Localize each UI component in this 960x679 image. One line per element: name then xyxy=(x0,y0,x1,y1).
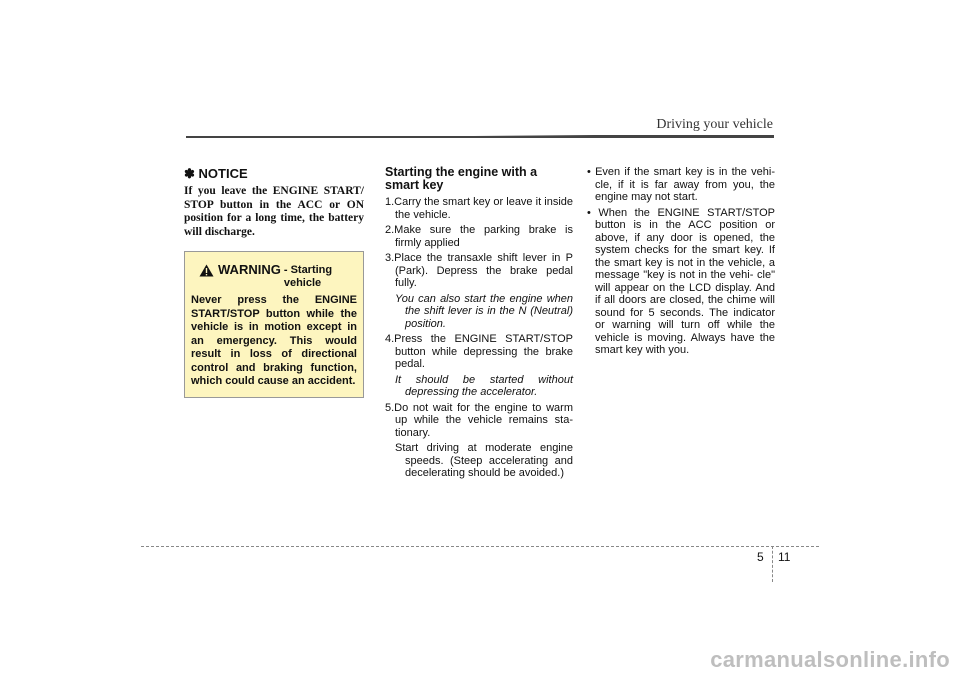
bullet-item xyxy=(585,207,775,357)
step-text: 5.Do not wait for the engine to warm up while the vehicle remains sta- tionary. xyxy=(385,401,573,439)
bullet-dot-icon: • xyxy=(587,166,596,178)
section-title: Starting the engine with a smart key xyxy=(385,165,538,192)
header-divider xyxy=(186,136,774,138)
step-item xyxy=(385,252,573,330)
bullet-list xyxy=(585,166,775,357)
warning-header xyxy=(191,262,357,290)
watermark-text: carmanualsonline.info xyxy=(710,647,950,672)
warning-body: Never press the ENGINE START/STOP button while the vehicle is in motion except in an emergency. This would result in loss of directional control and braking function, which could cause an accident. xyxy=(191,294,357,387)
notice-symbol-icon: ✽ xyxy=(184,166,195,181)
step-note: You can also start the engine when the shift lever is in the N (Neutral) position. xyxy=(395,292,573,330)
step-text: 1.Carry the smart key or leave it inside the vehicle. xyxy=(385,196,573,221)
step-text: 4.Press the ENGINE START/STOP button while depressing the brake pedal. xyxy=(385,333,573,370)
footer-page-separator xyxy=(772,546,773,582)
step-extra: Start driving at moderate engine speeds. (Steep accelerating and decelerating should be avoided.) xyxy=(395,442,573,479)
step-text: 3.Place the transaxle shift lever in P (Park). Depress the brake pedal fully. xyxy=(385,252,573,289)
page-number: 11 xyxy=(778,550,791,564)
notice-label: NOTICE xyxy=(198,166,248,181)
notice-title xyxy=(184,166,364,182)
footer-divider xyxy=(141,546,819,547)
bullet-text: Even if the smart key is in the vehi- cle, if it is far away from you, the engine may not start. xyxy=(595,166,775,203)
warning-label: WARNING xyxy=(218,262,281,277)
notice-body: If you leave the ENGINE START/ STOP button in the ACC or ON position for a long time, the battery will discharge. xyxy=(184,185,364,238)
step-item xyxy=(385,333,573,399)
right-column xyxy=(585,166,775,360)
left-column xyxy=(184,166,364,398)
step-item xyxy=(385,224,573,249)
step-text: 2.Make sure the parking brake is firmly applied xyxy=(385,224,573,249)
bullet-text: When the ENGINE START/STOP button is in the ACC position or above, if any door is opened, the system checks for the smart key. If the smart key is not in the vehicle, a message "key is not in the vehi- cle" will appear on the LCD display. And if all doors are closed, the chime will sound for 5 seconds. The indicator or warning will turn off while the vehicle is moving. Always have the smart key with you. xyxy=(595,206,775,356)
step-note: It should be started without depressing the accelerator. xyxy=(395,373,573,398)
bullet-item xyxy=(585,166,775,204)
warning-subtitle: - Starting vehicle xyxy=(283,264,333,289)
step-item xyxy=(385,196,573,221)
step-item xyxy=(385,402,573,480)
steps-list xyxy=(385,196,573,480)
middle-column xyxy=(385,166,573,483)
chapter-number: 5 xyxy=(757,550,764,564)
bullet-dot-icon: • xyxy=(587,206,599,219)
page-header-title: Driving your vehicle xyxy=(656,117,773,132)
warning-triangle-icon xyxy=(199,264,214,277)
warning-box xyxy=(184,251,364,398)
